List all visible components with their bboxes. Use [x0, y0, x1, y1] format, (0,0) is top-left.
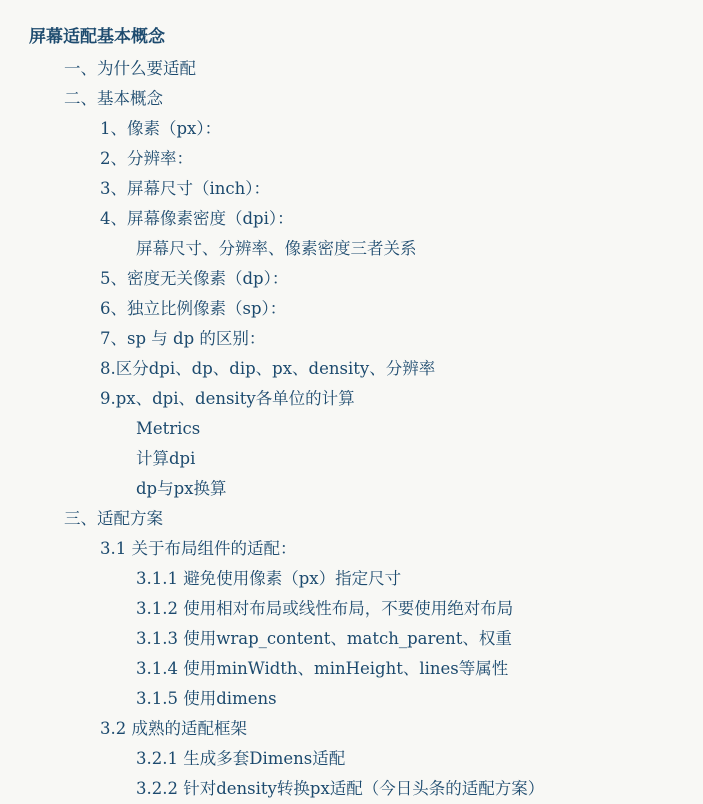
toc-item[interactable]	[0, 474, 544, 504]
toc-item-label: 3.2 成熟的适配框架	[100, 719, 247, 738]
toc-item[interactable]	[0, 324, 544, 354]
toc-item-label: 3.1.2 使用相对布局或线性布局，不要使用绝对布局	[136, 599, 514, 618]
toc-item[interactable]	[0, 534, 544, 564]
toc-item[interactable]	[0, 564, 544, 594]
toc-item-label: 6、独立比例像素（sp）：	[100, 299, 287, 318]
toc-item[interactable]	[0, 354, 544, 384]
toc-item-label: 3.2.2 针对density转换px适配（今日头条的适配方案）	[136, 779, 545, 798]
toc-item[interactable]	[0, 294, 544, 324]
toc-item-label: 二、基本概念	[64, 89, 163, 108]
toc-item[interactable]	[0, 174, 544, 204]
toc-item-label: 3.1.1 避免使用像素（px）指定尺寸	[136, 569, 402, 588]
toc-item-label: 三、适配方案	[64, 509, 163, 528]
toc-title: 屏幕适配基本概念	[29, 27, 165, 47]
toc-item-label: 屏幕尺寸、分辨率、像素密度三者关系	[136, 239, 417, 258]
toc-item[interactable]	[0, 744, 544, 774]
toc-item[interactable]	[0, 234, 544, 264]
toc-item[interactable]	[0, 444, 544, 474]
toc-item-label: 9.px、dpi、density各单位的计算	[100, 389, 355, 408]
toc-item-label: 一、为什么要适配	[64, 59, 196, 78]
toc-item-label: 3.1.5 使用dimens	[136, 689, 277, 708]
toc-item[interactable]	[0, 414, 544, 444]
toc-item[interactable]	[0, 144, 544, 174]
toc-item[interactable]	[0, 594, 544, 624]
toc-item[interactable]	[0, 204, 544, 234]
toc-item[interactable]	[0, 714, 544, 744]
toc-item[interactable]	[0, 624, 544, 654]
toc-item[interactable]	[0, 114, 544, 144]
toc-list	[0, 54, 544, 804]
toc-item-label: Metrics	[136, 419, 201, 438]
toc-item[interactable]	[0, 264, 544, 294]
toc-item-label: 3.2.1 生成多套Dimens适配	[136, 749, 346, 768]
toc-item-label: 3.1.4 使用minWidth、minHeight、lines等属性	[136, 659, 509, 678]
toc-item-label: 4、屏幕像素密度（dpi）：	[100, 209, 294, 228]
toc-item-label: 3.1.3 使用wrap_content、match_parent、权重	[136, 629, 512, 648]
toc-item-label: 计算dpi	[136, 449, 196, 468]
toc-item-label: dp与px换算	[136, 479, 227, 498]
toc-item-label: 1、像素（px）：	[100, 119, 222, 138]
toc-item-label: 2、分辨率：	[100, 149, 193, 168]
toc-item-label: 3.1 关于布局组件的适配：	[100, 539, 297, 558]
toc-item-label: 8.区分dpi、dp、dip、px、density、分辨率	[100, 359, 436, 378]
toc-item[interactable]	[0, 654, 544, 684]
toc-item[interactable]	[0, 84, 544, 114]
toc-item[interactable]	[0, 504, 544, 534]
toc-item[interactable]	[0, 774, 544, 804]
toc-item-label: 3、屏幕尺寸（inch）：	[100, 179, 271, 198]
toc-item-label: 5、密度无关像素（dp）：	[100, 269, 289, 288]
toc-item[interactable]	[0, 384, 544, 414]
toc-item[interactable]	[0, 54, 544, 84]
toc-item[interactable]	[0, 684, 544, 714]
toc-item-label: 7、sp 与 dp 的区别：	[100, 329, 266, 348]
